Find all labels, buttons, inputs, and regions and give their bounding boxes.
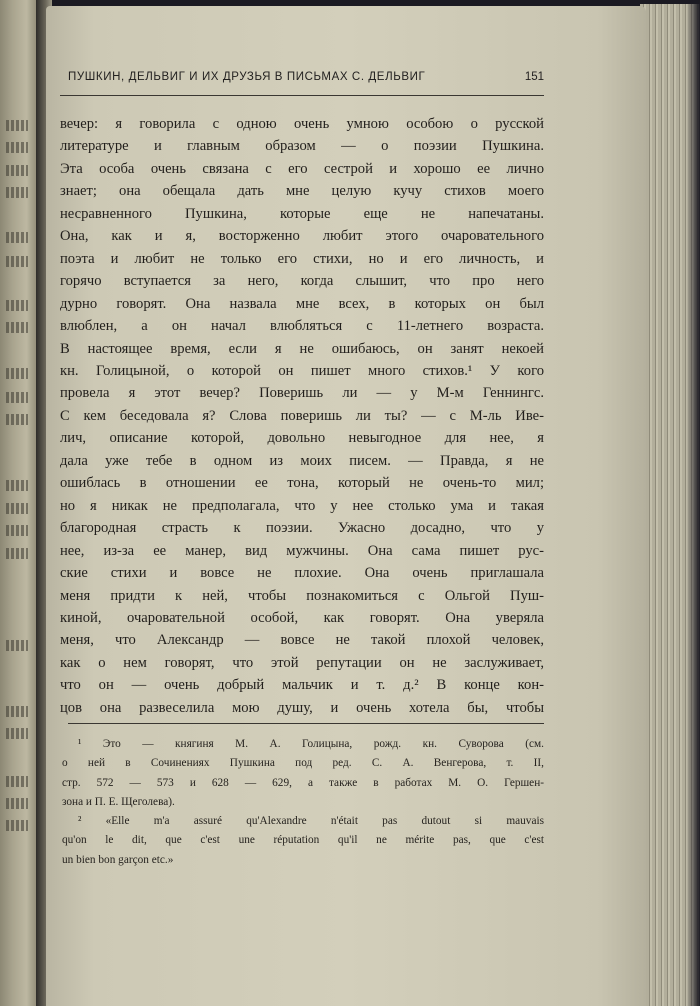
body-line: горячо вступается за него, когда слышит, что про него	[60, 273, 544, 290]
footnote-line: un bien bon garçon etc.»	[62, 853, 174, 866]
running-head	[68, 71, 544, 83]
body-line: благородная страсть к поэзии. Ужасно досадно, что у	[60, 520, 544, 537]
footnote-line: qu'on le dit, que c'est une réputation qu'il ne mérite pas, que c'est	[62, 834, 544, 847]
body-line: знает; она обещала дать мне целую кучу стихов моего	[60, 183, 544, 200]
body-text	[60, 113, 544, 719]
body-line: ские стихи и вовсе не плохие. Она очень приглашала	[60, 565, 544, 582]
body-line: что он — очень добрый мальчик и т. д.² В конце кон-	[60, 677, 544, 694]
body-line: дала уже тебе в одном из моих писем. — Правда, я не	[60, 452, 544, 469]
body-line: меня придти к ней, чтобы познакомиться с Ольгой Пуш-	[60, 587, 544, 604]
facing-page-edge	[0, 0, 40, 1006]
body-line: несравненного Пушкина, которые еще не напечатаны.	[60, 205, 544, 222]
body-line: нее, из-за ее манер, вид мужчины. Она сама пишет рус-	[60, 542, 544, 559]
footnote-line: зона и П. Е. Щеголева).	[62, 795, 175, 808]
footnote-rule	[68, 723, 544, 724]
body-line: киной, очаровательной особой, как говорят. Она уверяла	[60, 609, 544, 626]
body-line: как о нем говорят, что этой репутации он не заслуживает,	[60, 654, 544, 671]
footnote-line: ¹ Это — княгиня М. А. Голицына, рожд. кн. Суворова (см.	[78, 738, 544, 750]
body-line: кн. Голицыной, о которой он пишет много стихов.¹ У кого	[60, 362, 544, 379]
body-line: Она, как и я, восторженно любит этого очаровательного	[60, 228, 544, 245]
body-line: дурно говорят. Она назвала мне всех, в которых он был	[60, 295, 544, 312]
footnote-line: ² «Elle m'a assuré qu'Alexandre n'était pas dutout si mauvais	[78, 815, 544, 828]
body-line: поэта и любит не только его стихи, но и его личность, и	[60, 250, 544, 267]
page-edges	[640, 4, 700, 1006]
body-line: Эта особа очень связана с его сестрой и хорошо ее лично	[60, 160, 544, 177]
body-line: В настоящее время, если я не ошибаюсь, он занят некоей	[60, 340, 544, 357]
header-rule	[60, 95, 544, 96]
body-line: влюблен, а он начал влюбляться с 11-летнего возраста.	[60, 318, 544, 335]
body-line: но я никак не предполагала, что у нее столько ума и такая	[60, 497, 544, 514]
body-line: С кем беседовала я? Слова поверишь ли ты? — с М-ль Иве-	[60, 407, 544, 424]
body-line: цов она развеселила мою душу, и очень хотела бы, чтобы	[60, 699, 544, 716]
body-line: литературе и главным образом — о поэзии Пушкина.	[60, 138, 544, 155]
footnote-line: о ней в Сочинениях Пушкина под ред. С. А. Венгерова, т. II,	[62, 757, 544, 770]
page-number: 151	[524, 71, 544, 83]
body-line: меня, что Александр — вовсе не такой плохой человек,	[60, 632, 544, 649]
footnotes	[62, 735, 544, 870]
body-line: ошиблась в отношении ее тона, который не очень-то мил;	[60, 475, 544, 492]
footnote-line: стр. 572 — 573 и 628 — 629, а также в работах М. О. Гершен-	[62, 776, 544, 789]
body-line: лич, описание которой, довольно невыгодное для нее, я	[60, 430, 544, 447]
body-line: вечер: я говорила с одною очень умною особою о русской	[60, 116, 544, 132]
running-head-title: ПУШКИН, ДЕЛЬВИГ И ИХ ДРУЗЬЯ В ПИСЬМАХ С. ДЕЛЬВИГ	[68, 71, 426, 83]
body-line: провела я этот вечер? Поверишь ли — у М-м Геннингс.	[60, 385, 544, 402]
